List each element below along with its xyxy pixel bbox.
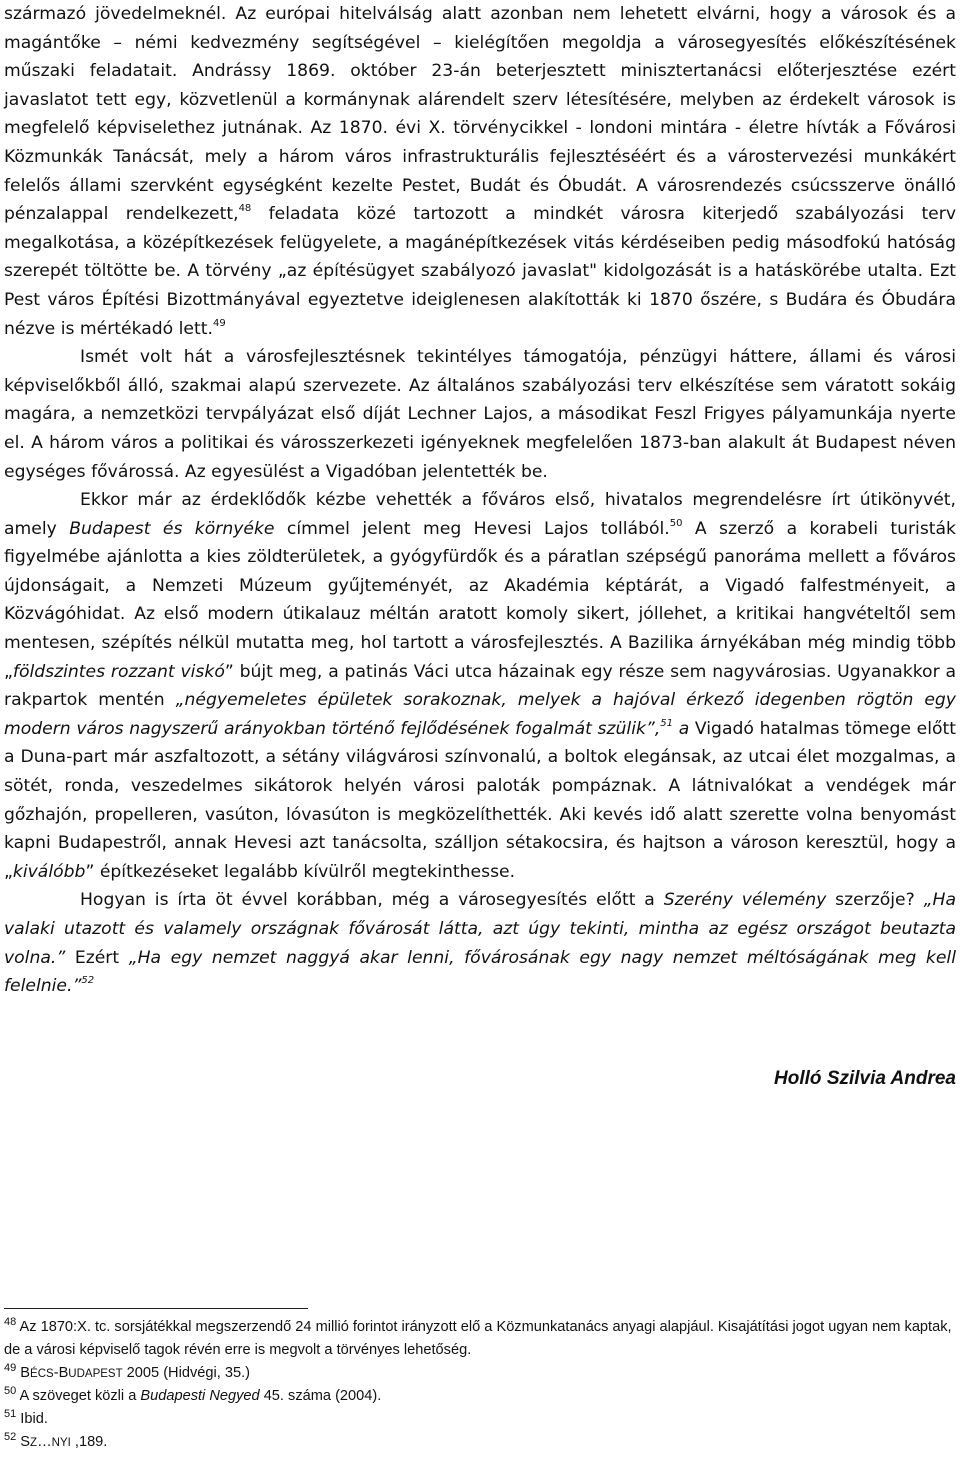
quote-text: „négyemeletes épületek sorakoznak, melyek a hajóval érkező idegenben rögtön egy modern város nagyszerű arányokban történő fejlődésének fogalmát szülik”,: [4, 690, 956, 739]
quote-text: „Ha egy nemzet naggyá akar lenni, fővárosának egy nagy nemzet méltóságának meg kell felelnie.”: [4, 947, 956, 997]
footnote-ref-52[interactable]: 52: [81, 975, 95, 987]
footnote-ref-51[interactable]: 51: [660, 718, 674, 730]
quote-text: földszintes rozzant viskó: [12, 661, 225, 682]
book-title: Budapest és környéke: [69, 518, 275, 539]
footnote-number: 52: [4, 1431, 17, 1444]
footnote-number: 51: [4, 1408, 17, 1421]
paragraph-text: címmel jelent meg Hevesi Lajos tollából.: [274, 518, 670, 539]
footnote-number: 49: [4, 1361, 17, 1374]
quote-text: a: [673, 718, 690, 739]
paragraph-text: Hogyan is írta öt évvel korábban, még a városegyesítés előtt a: [80, 890, 664, 911]
footnote-52: [4, 1431, 956, 1455]
footnote-number: 48: [4, 1316, 17, 1329]
paragraph-text: szerzője?: [826, 890, 924, 911]
footnote-text: UDAPEST: [68, 1367, 123, 1380]
footnote-text: 45. száma (2004).: [259, 1388, 382, 1405]
footnote-ref-50[interactable]: 50: [669, 517, 683, 529]
footnote-51: [4, 1408, 956, 1431]
paragraph-1: [4, 0, 956, 343]
paragraph-text: Vigadó hatalmas tömege előtt a Duna-part már aszfaltozott, a sétány világvárosi színvonalú, a boltok elegánsak, az utcai élet mozgalmas, a sötét, ronda, veszedelmes sikátorok helyén városi paloták pompáznak. A látnivalókat a vendégek már gőzhajón, propelleren, vasúton, lóvasúton is megközelíthették. Aki kevés idő alatt szerette volna benyomást kapni Budapestről, annak Hevesi azt tanácsolta, szálljon sétakocsira, és hajtson a városon keresztül, hogy a „: [4, 718, 956, 882]
footnote-ref-48[interactable]: 48: [238, 203, 252, 215]
paragraph-text: feladata közé tartozott a mindkét városra kiterjedő szabályozási terv megalkotása, a középítkezések felügyelete, a magánépítkezések vitás kérdéseiben pedig másodfokú hatóság szerepét töltötte be. A törvény „az építésügyet szabályozó javaslat" kidolgozását is a hatáskörébe utalta. Ezt Pest város Építési Bizottmányával egyeztetve ideiglenesen alakították ki 1870 őszére, s Budára és Óbudára nézve is mértékadó lett.: [4, 204, 956, 339]
paragraph-text: származó jövedelmeknél. Az európai hitelválság alatt azonban nem lehetett elvárni, hogy a városok és a magántőke – némi kedvezmény segítségével – kielégítően megoldja a városegyesítés előkészítésének műszaki feladatait. Andrássy 1869. október 23-án beterjesztett minisztertanácsi előterjesztése ezért javaslatot tett egy, közvetlenül a kormánynak alárendelt szerv létesítésére, melyben az érdekelt városok is megfelelő képviselethez jutnának. Az 1870. évi X. törvénycikkel - londoni mintára - életre hívták a Fővárosi Közmunkák Tanácsát, mely a három város infrastrukturális fejlesztéséért és a várostervezési munkákért felelős állami szervként egységként kezelte Pestet, Budát és Óbudát. A városrendezés csúcsszerve önálló pénzalappal rendelkezett,: [4, 4, 956, 225]
footnote-ref-49[interactable]: 49: [212, 317, 226, 329]
footnote-50: [4, 1385, 956, 1408]
footnote-48: [4, 1316, 956, 1362]
footnote-text: Budapesti Negyed: [140, 1388, 260, 1405]
footnote-divider: [4, 1308, 308, 1309]
paragraph-text: ” bújt meg, a patinás Váci utca házainak egy része sem nagyvárosias. Ugyanakkor a rakpartok mentén: [4, 661, 956, 711]
footnote-number: 50: [4, 1385, 17, 1398]
footnote-text: B: [16, 1364, 31, 1381]
paragraph-text: Ezért: [65, 947, 129, 968]
quote-text: kiválóbb: [12, 861, 86, 882]
paragraph-2: [4, 343, 956, 486]
footnote-text: Az 1870:X. tc. sorsjátékkal megszerzendő 24 millió forintot irányzott elő a Közmunkatanács anyagi alapjául. Kisajátítási jogot ugyan nem kaptak, de a városi képviselő tagok révén erre is megvolt a törvényes lehetőség.: [4, 1319, 952, 1358]
footnote-49: [4, 1362, 956, 1386]
paragraph-text: ” építkezéseket legalább kívülről megtekinthesse.: [85, 861, 516, 882]
paragraph-text: Ismét volt hát a városfejlesztésnek tekintélyes támogatója, pénzügyi háttere, állami és városi képviselőkből álló, szakmai alapú szervezete. Az általános szabályozási terv elkészítése sem váratott sokáig magára, a nemzetközi tervpályázat első díját Lechner Lajos, a másodikat Feszl Frigyes pályamunkája nyerte el. A három város a politikai és városszerkezeti igényeknek megfelelően 1873-ban alakult át Budapest néven egységes fővárossá. Az egyesülést a Vigadóban jelentették be.: [4, 347, 956, 482]
footnote-text: -B: [53, 1364, 69, 1381]
paragraph-text: A szerző a korabeli turisták figyelmébe ajánlotta a kies zöldterületek, a gyógyfürdők és a páratlan szépségű panoráma mellett a főváros újdonságait, a Nemzeti Múzeum gyűjteményét, az Akadémia képtárát, a Vigadó falfestményeit, a Közvágóhidat. Az első modern útikalauz méltán aratott komoly sikert, jóllehet, a kritikai hangvételtől sem mentesen, szépítés nélkül mutatta meg, hol tartott a városfejlesztés. A Bazilika árnyékában még mindig több „: [4, 518, 957, 682]
footnote-text: NYI: [51, 1436, 71, 1449]
footnote-text: Z: [30, 1436, 38, 1449]
article-body: [4, 0, 956, 1001]
footnote-text: S: [16, 1433, 31, 1450]
author-signature: Holló Szilvia Andrea: [774, 1068, 956, 1089]
paragraph-3: [4, 486, 956, 886]
book-title: Szerény vélemény: [663, 890, 827, 911]
quote-text: „Ha valaki utazott és valamely országnak fővárosát látta, azt úgy tekinti, mintha az egész országot beutazta volna.”: [4, 890, 956, 968]
footnotes: [4, 1316, 956, 1455]
footnote-text: ÉCS: [30, 1367, 54, 1380]
footnote-text: A szöveget közli a: [16, 1388, 141, 1405]
paragraph-text: Ekkor már az érdeklődők kézbe vehették a főváros első, hivatalos megrendelésre írt útikönyvét, amely: [4, 490, 956, 539]
footnote-text: ,189.: [70, 1433, 108, 1450]
footnote-text: …: [37, 1433, 52, 1450]
footnote-text: Ibid.: [16, 1411, 48, 1428]
paragraph-4: [4, 886, 956, 1000]
footnote-text: 2005 (Hidvégi, 35.): [122, 1364, 250, 1381]
